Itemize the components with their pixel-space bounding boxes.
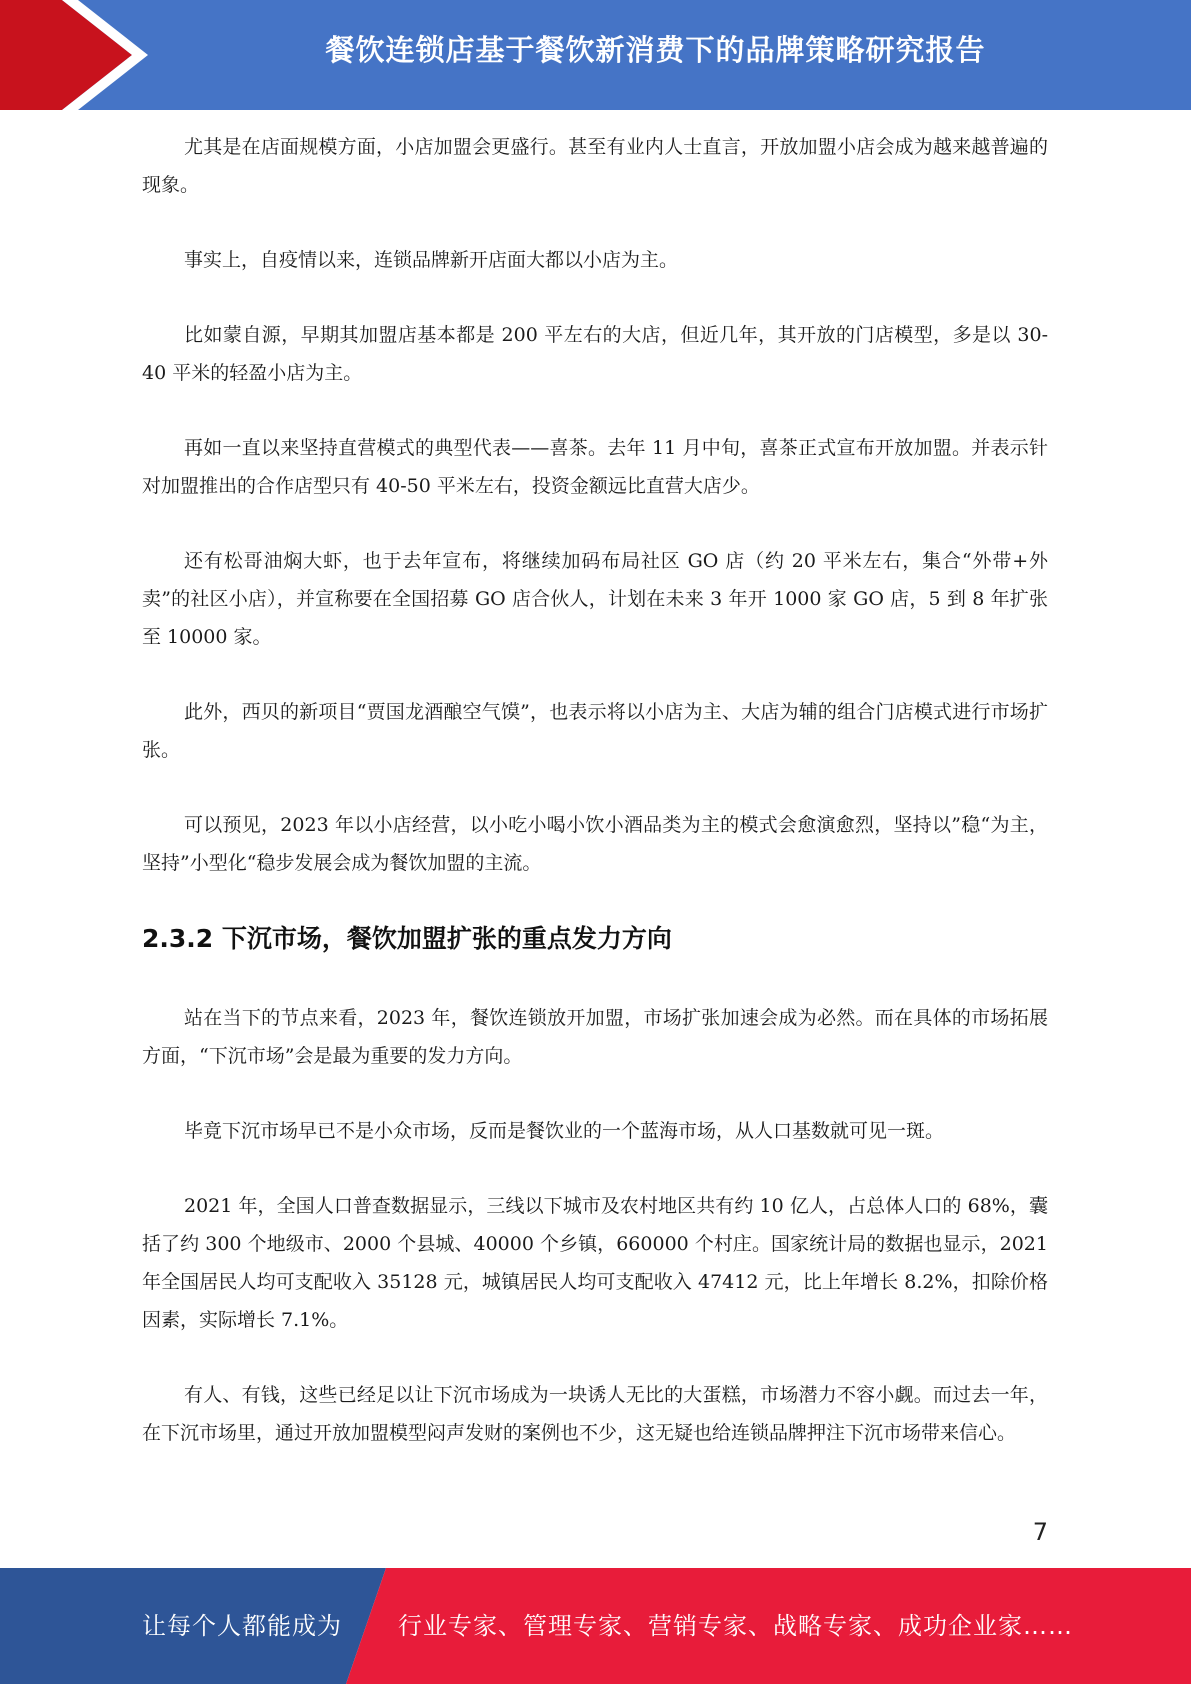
paragraph: 毕竟下沉市场早已不是小众市场，反而是餐饮业的一个蓝海市场，从人口基数就可见一斑。 — [184, 1120, 945, 1142]
paragraph: 有人、有钱，这些已经足以让下沉市场成为一块诱人无比的大蛋糕，市场潜力不容小觑。而过去一年，在下沉市场里，通过开放加盟模型闷声发财的案例也不少，这无疑也给连锁品牌押注下沉市场带来信心。 — [142, 1384, 1048, 1444]
red-chevron-decoration — [0, 0, 160, 110]
report-title: 餐饮连锁店基于餐饮新消费下的品牌策略研究报告 — [325, 33, 986, 67]
footer-slogan-left: 让每个人都能成为 — [142, 1612, 342, 1640]
paragraph: 此外，西贝的新项目“贾国龙酒酿空气馍”，也表示将以小店为主、大店为辅的组合门店模式进行市场扩张。 — [142, 701, 1048, 761]
paragraph: 再如一直以来坚持直营模式的典型代表——喜茶。去年 11 月中旬，喜茶正式宣布开放加盟。并表示针对加盟推出的合作店型只有 40-50 平米左右，投资金额远比直营大店少。 — [142, 437, 1048, 497]
paragraph: 事实上，自疫情以来，连锁品牌新开店面大都以小店为主。 — [184, 249, 679, 271]
page-footer — [0, 1568, 1191, 1684]
page-number: 7 — [1032, 1518, 1048, 1546]
paragraph: 可以预见，2023 年以小店经营，以小吃小喝小饮小酒品类为主的模式会愈演愈烈，坚持以”稳“为主，坚持”小型化“稳步发展会成为餐饮加盟的主流。 — [142, 814, 1048, 874]
paragraph: 比如蒙自源，早期其加盟店基本都是 200 平左右的大店，但近几年，其开放的门店模型，多是以 30-40 平米的轻盈小店为主。 — [142, 324, 1048, 384]
paragraph: 站在当下的节点来看，2023 年，餐饮连锁放开加盟，市场扩张加速会成为必然。而在具体的市场拓展方面，“下沉市场”会是最为重要的发力方向。 — [142, 1007, 1048, 1067]
paragraph: 2021 年，全国人口普查数据显示，三线以下城市及农村地区共有约 10 亿人，占总体人口的 68%，囊括了约 300 个地级市、2000 个县城、40000 个乡镇，660000 个村庄。国家统计局的数据也显示，2021 年全国居民人均可支配收入 35128 元，城镇居民人均可支配收入 47412 元，比上年增长 8.2%，扣除价格因素，实际增长 7.1%。 — [142, 1195, 1048, 1331]
section-heading: 2.3.2 下沉市场，餐饮加盟扩张的重点发力方向 — [142, 924, 672, 953]
document-body — [142, 128, 1048, 1489]
paragraph: 尤其是在店面规模方面，小店加盟会更盛行。甚至有业内人士直言，开放加盟小店会成为越来越普遍的现象。 — [142, 136, 1048, 196]
paragraph: 还有松哥油焖大虾，也于去年宣布，将继续加码布局社区 GO 店（约 20 平米左右，集合“外带+外卖”的社区小店），并宣称要在全国招募 GO 店合伙人，计划在未来 3 年开 1000 家 GO 店，5 到 8 年扩张至 10000 家。 — [142, 550, 1048, 648]
footer-slogan-right: 行业专家、管理专家、营销专家、战略专家、成功企业家…… — [398, 1612, 1073, 1640]
page-header — [0, 0, 1191, 110]
